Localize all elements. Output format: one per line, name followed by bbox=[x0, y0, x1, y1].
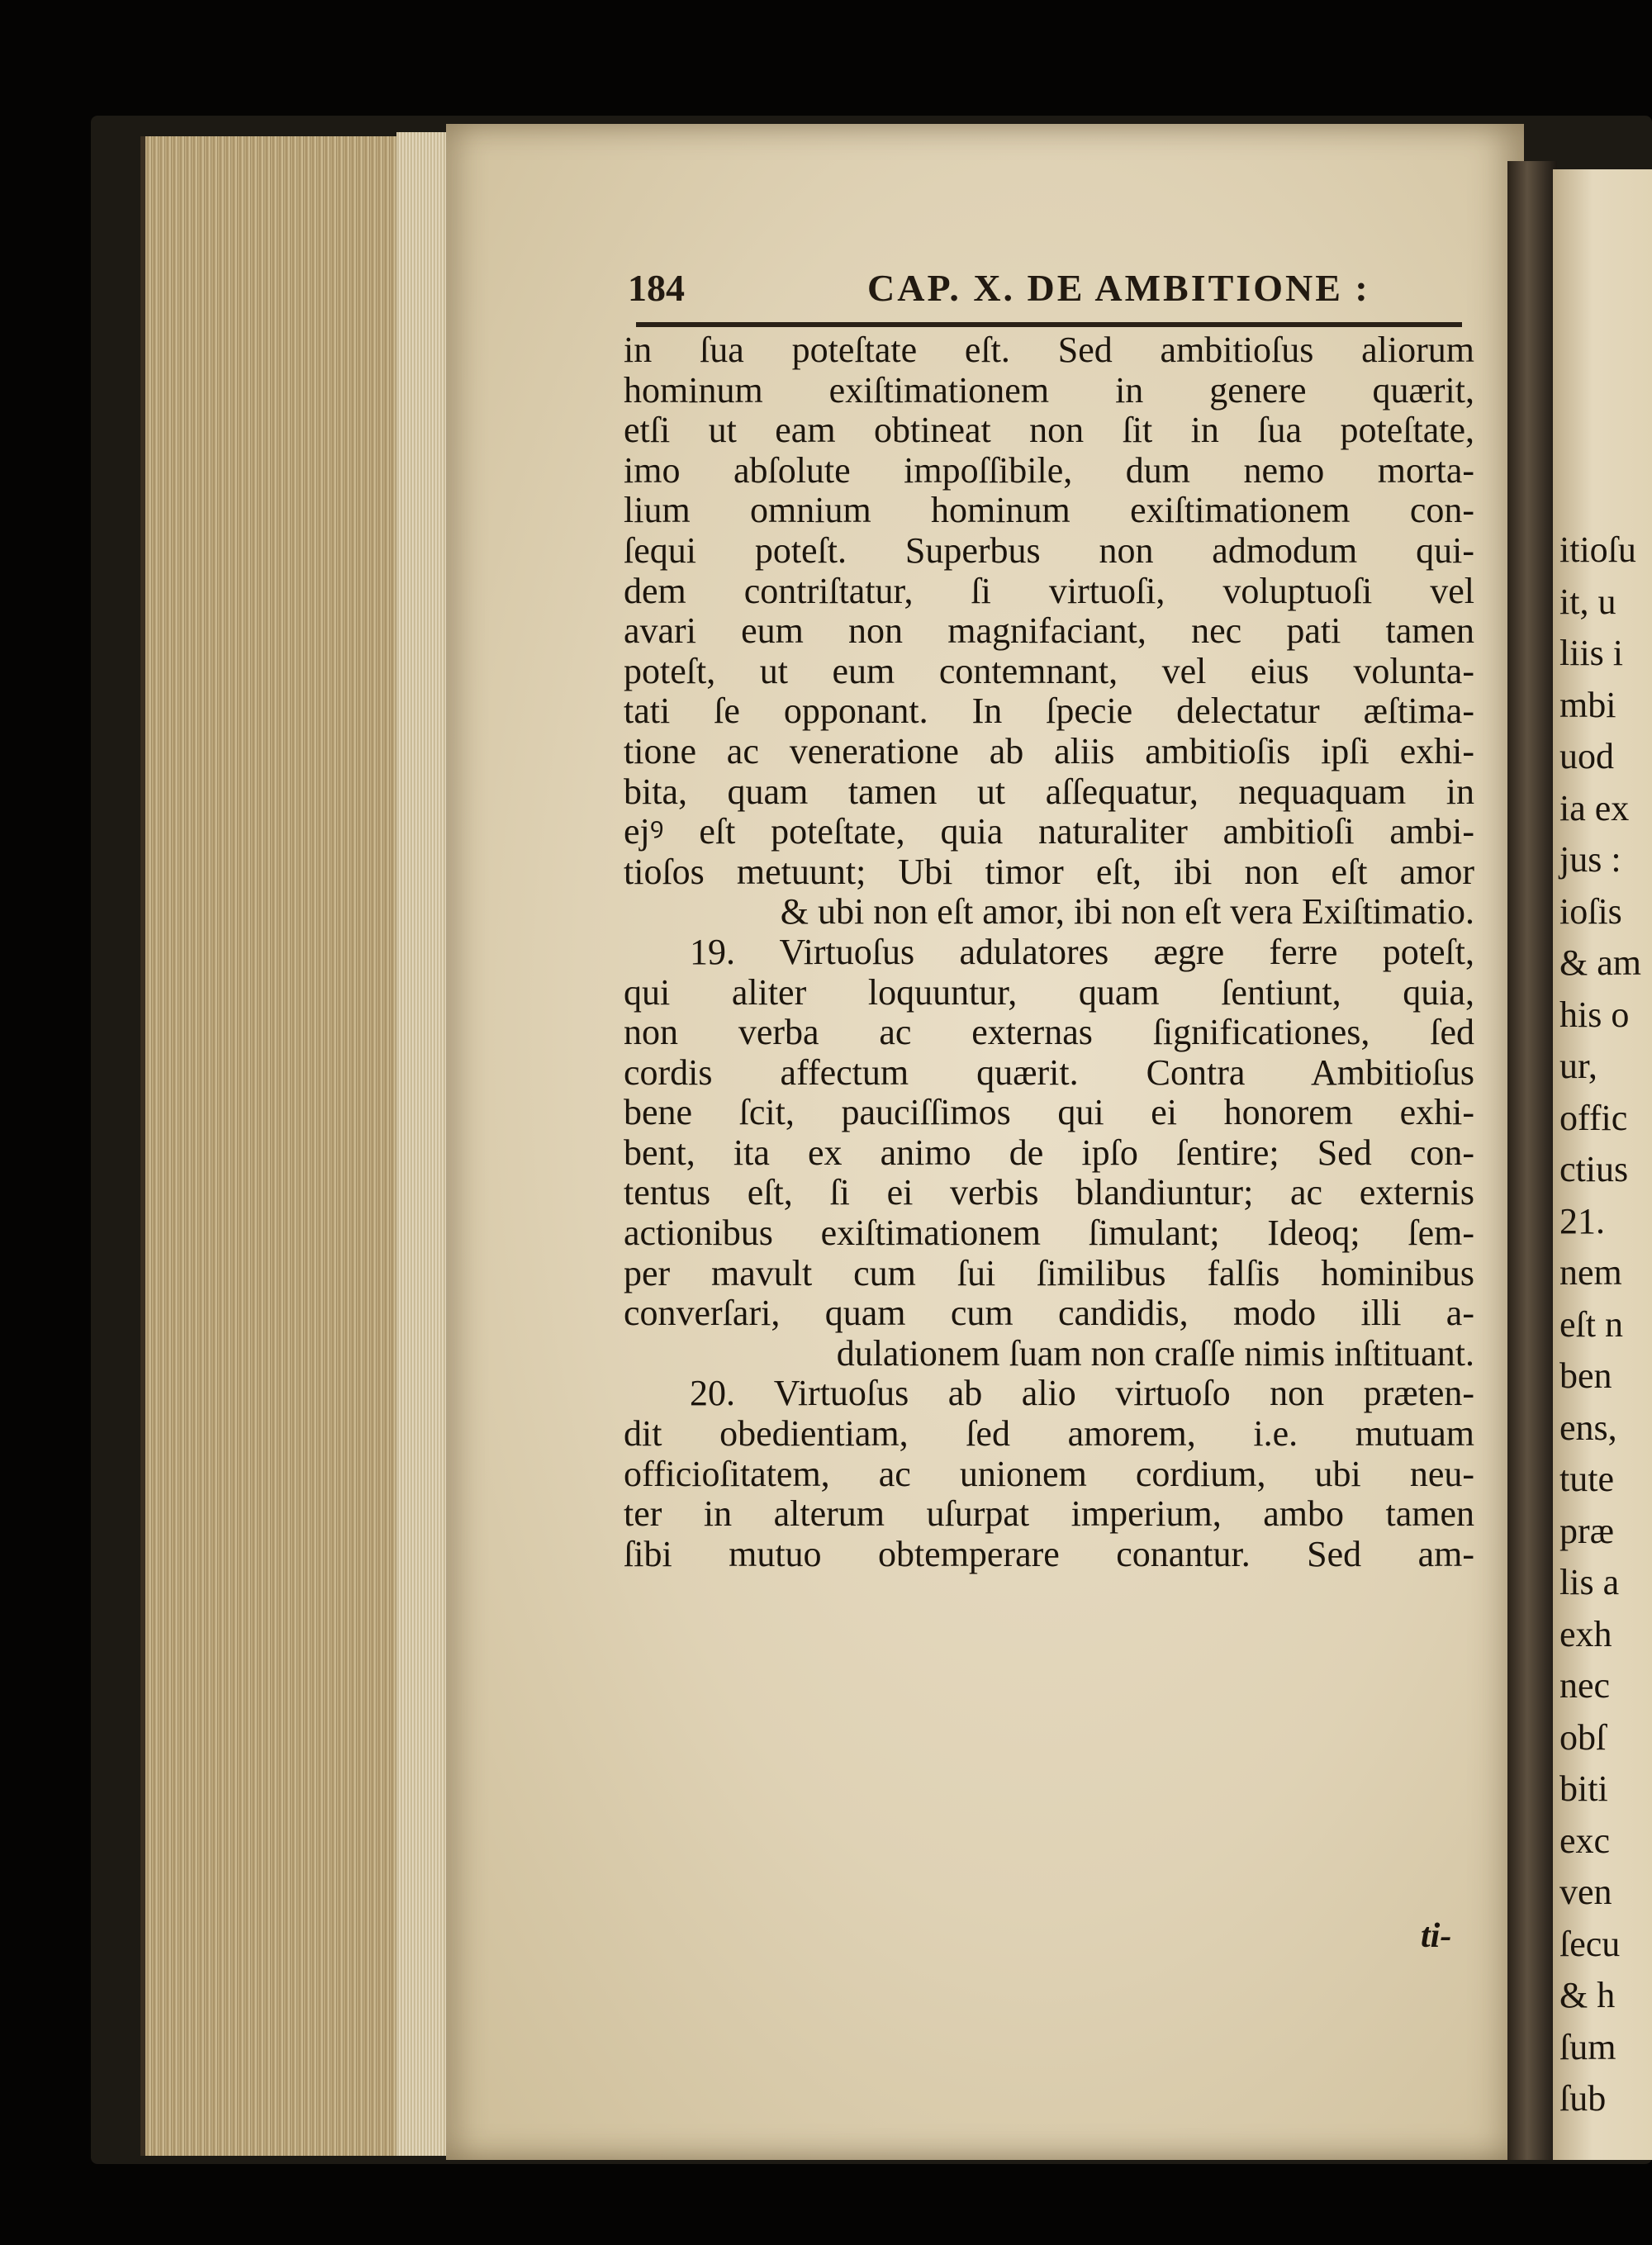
right-page-line: & am bbox=[1559, 942, 1641, 983]
right-page-lines bbox=[1553, 524, 1641, 2125]
right-page-line: nem bbox=[1559, 1252, 1622, 1293]
text-line: & ubi non eſt amor, ibi non eſt vera Exiſtimatio. bbox=[780, 891, 1474, 933]
text-line: ejꝰ eſt poteſtate, quia naturaliter ambitioſi ambi- bbox=[624, 811, 1474, 852]
text-line: 20. Virtuoſus ab alio virtuoſo non præten- bbox=[690, 1373, 1474, 1414]
text-line: bita, quam tamen ut aſſequatur, nequaquam in bbox=[624, 771, 1474, 812]
right-page-line: ſum bbox=[1559, 2026, 1616, 2067]
text-line: cordis affectum quærit. Contra Ambitioſus bbox=[624, 1051, 1474, 1093]
text-line: etſi ut eam obtineat non ſit in ſua poteſtate, bbox=[624, 410, 1474, 451]
right-page-fragment bbox=[1553, 169, 1652, 2160]
text-line: ter in alterum uſurpat imperium, ambo tamen bbox=[624, 1493, 1474, 1535]
text-line: hominum exiſtimationem in genere quærit, bbox=[624, 369, 1474, 411]
text-line: dulationem ſuam non craſſe nimis inſtituant. bbox=[836, 1332, 1474, 1374]
right-page-line: 21. bbox=[1559, 1200, 1605, 1241]
text-line: imo abſolute impoſſibile, dum nemo morta- bbox=[624, 449, 1474, 491]
body-text bbox=[624, 330, 1474, 1574]
right-page-line: it, u bbox=[1559, 581, 1616, 622]
text-line: bene ſcit, pauciſſimos qui ei honorem exhi- bbox=[624, 1092, 1474, 1133]
text-line: bent, ita ex animo de ipſo ſentire; Sed con- bbox=[624, 1132, 1474, 1173]
header-rule bbox=[636, 322, 1462, 327]
right-page-line: ven bbox=[1559, 1872, 1612, 1912]
text-line: tione ac veneratione ab aliis ambitioſis ipſi exhi- bbox=[624, 730, 1474, 771]
text-line: per mavult cum ſui ſimilibus falſis hominibus bbox=[624, 1252, 1474, 1293]
right-page-line: ioſis bbox=[1559, 890, 1622, 932]
page-number: 184 bbox=[628, 267, 685, 309]
right-page-line: eſt n bbox=[1559, 1303, 1623, 1345]
right-page-line: ur, bbox=[1559, 1046, 1597, 1086]
right-page-line: & h bbox=[1559, 1975, 1616, 2015]
text-line: tentus eſt, ſi ei verbis blandiuntur; ac externis bbox=[624, 1172, 1474, 1213]
right-page-line: nec bbox=[1559, 1665, 1611, 1706]
right-page-line: ſub bbox=[1559, 2078, 1607, 2119]
text-line: dit obedientiam, ſed amorem, i.e. mutuam bbox=[624, 1413, 1474, 1455]
text-line: actionibus exiſtimationem ſimulant; Ideoq; ſem- bbox=[624, 1213, 1474, 1254]
right-page-line: exc bbox=[1559, 1820, 1611, 1861]
right-page-line: obſ bbox=[1559, 1716, 1607, 1758]
right-page-line: itioſu bbox=[1559, 529, 1636, 570]
catchword: ti- bbox=[1421, 1917, 1452, 1955]
right-page-line: ctius bbox=[1559, 1149, 1629, 1189]
right-page-line: ens, bbox=[1559, 1407, 1617, 1448]
text-line: 19. Virtuoſus adulatores ægre ferre poteſt, bbox=[690, 931, 1474, 972]
right-page-line: exh bbox=[1559, 1613, 1612, 1654]
right-page-line: præ bbox=[1559, 1510, 1614, 1551]
right-page-line: ſecu bbox=[1559, 1923, 1621, 1964]
text-line: ſibi mutuo obtemperare conantur. Sed am- bbox=[624, 1533, 1474, 1574]
running-head: CAP. X. DE AMBITIONE : bbox=[867, 267, 1370, 309]
right-page-line: uod bbox=[1559, 736, 1614, 776]
text-line: qui aliter loquuntur, quam ſentiunt, quia, bbox=[624, 971, 1474, 1013]
text-line: ſequi poteſt. Superbus non admodum qui- bbox=[624, 529, 1474, 571]
text-line: tioſos metuunt; Ubi timor eſt, ibi non eſt amor bbox=[624, 851, 1474, 892]
text-line: dem contriſtatur, ſi virtuoſi, voluptuoſi vel bbox=[624, 570, 1474, 611]
right-page-line: liis i bbox=[1559, 633, 1624, 673]
right-page-line: tute bbox=[1559, 1459, 1614, 1499]
right-page-line: offic bbox=[1559, 1097, 1628, 1138]
page-header bbox=[628, 266, 1462, 324]
right-page-line: ia ex bbox=[1559, 787, 1630, 828]
right-page-line: ben bbox=[1559, 1355, 1612, 1396]
page-edges-inner bbox=[396, 132, 446, 2156]
book-gutter bbox=[1507, 161, 1557, 2160]
right-page-line: biti bbox=[1559, 1768, 1608, 1809]
text-line: in ſua poteſtate eſt. Sed ambitioſus aliorum bbox=[624, 330, 1474, 370]
text-line: poteſt, ut eum contemnant, vel eius volunta- bbox=[624, 650, 1474, 691]
text-line: officioſitatem, ac unionem cordium, ubi neu- bbox=[624, 1453, 1474, 1494]
right-page-line: mbi bbox=[1559, 684, 1616, 725]
right-page-line: jus : bbox=[1559, 839, 1621, 880]
text-line: non verba ac externas ſignificationes, ſed bbox=[624, 1012, 1474, 1053]
text-line: tati ſe opponant. In ſpecie delectatur æſtima- bbox=[624, 691, 1474, 732]
text-line: avari eum non magnifaciant, nec pati tamen bbox=[624, 610, 1474, 652]
text-line: converſari, quam cum candidis, modo illi a- bbox=[624, 1293, 1474, 1334]
right-page-line: his o bbox=[1559, 994, 1630, 1035]
right-page-line: lis a bbox=[1559, 1562, 1620, 1602]
text-line: lium omnium hominum exiſtimationem con- bbox=[624, 490, 1474, 531]
